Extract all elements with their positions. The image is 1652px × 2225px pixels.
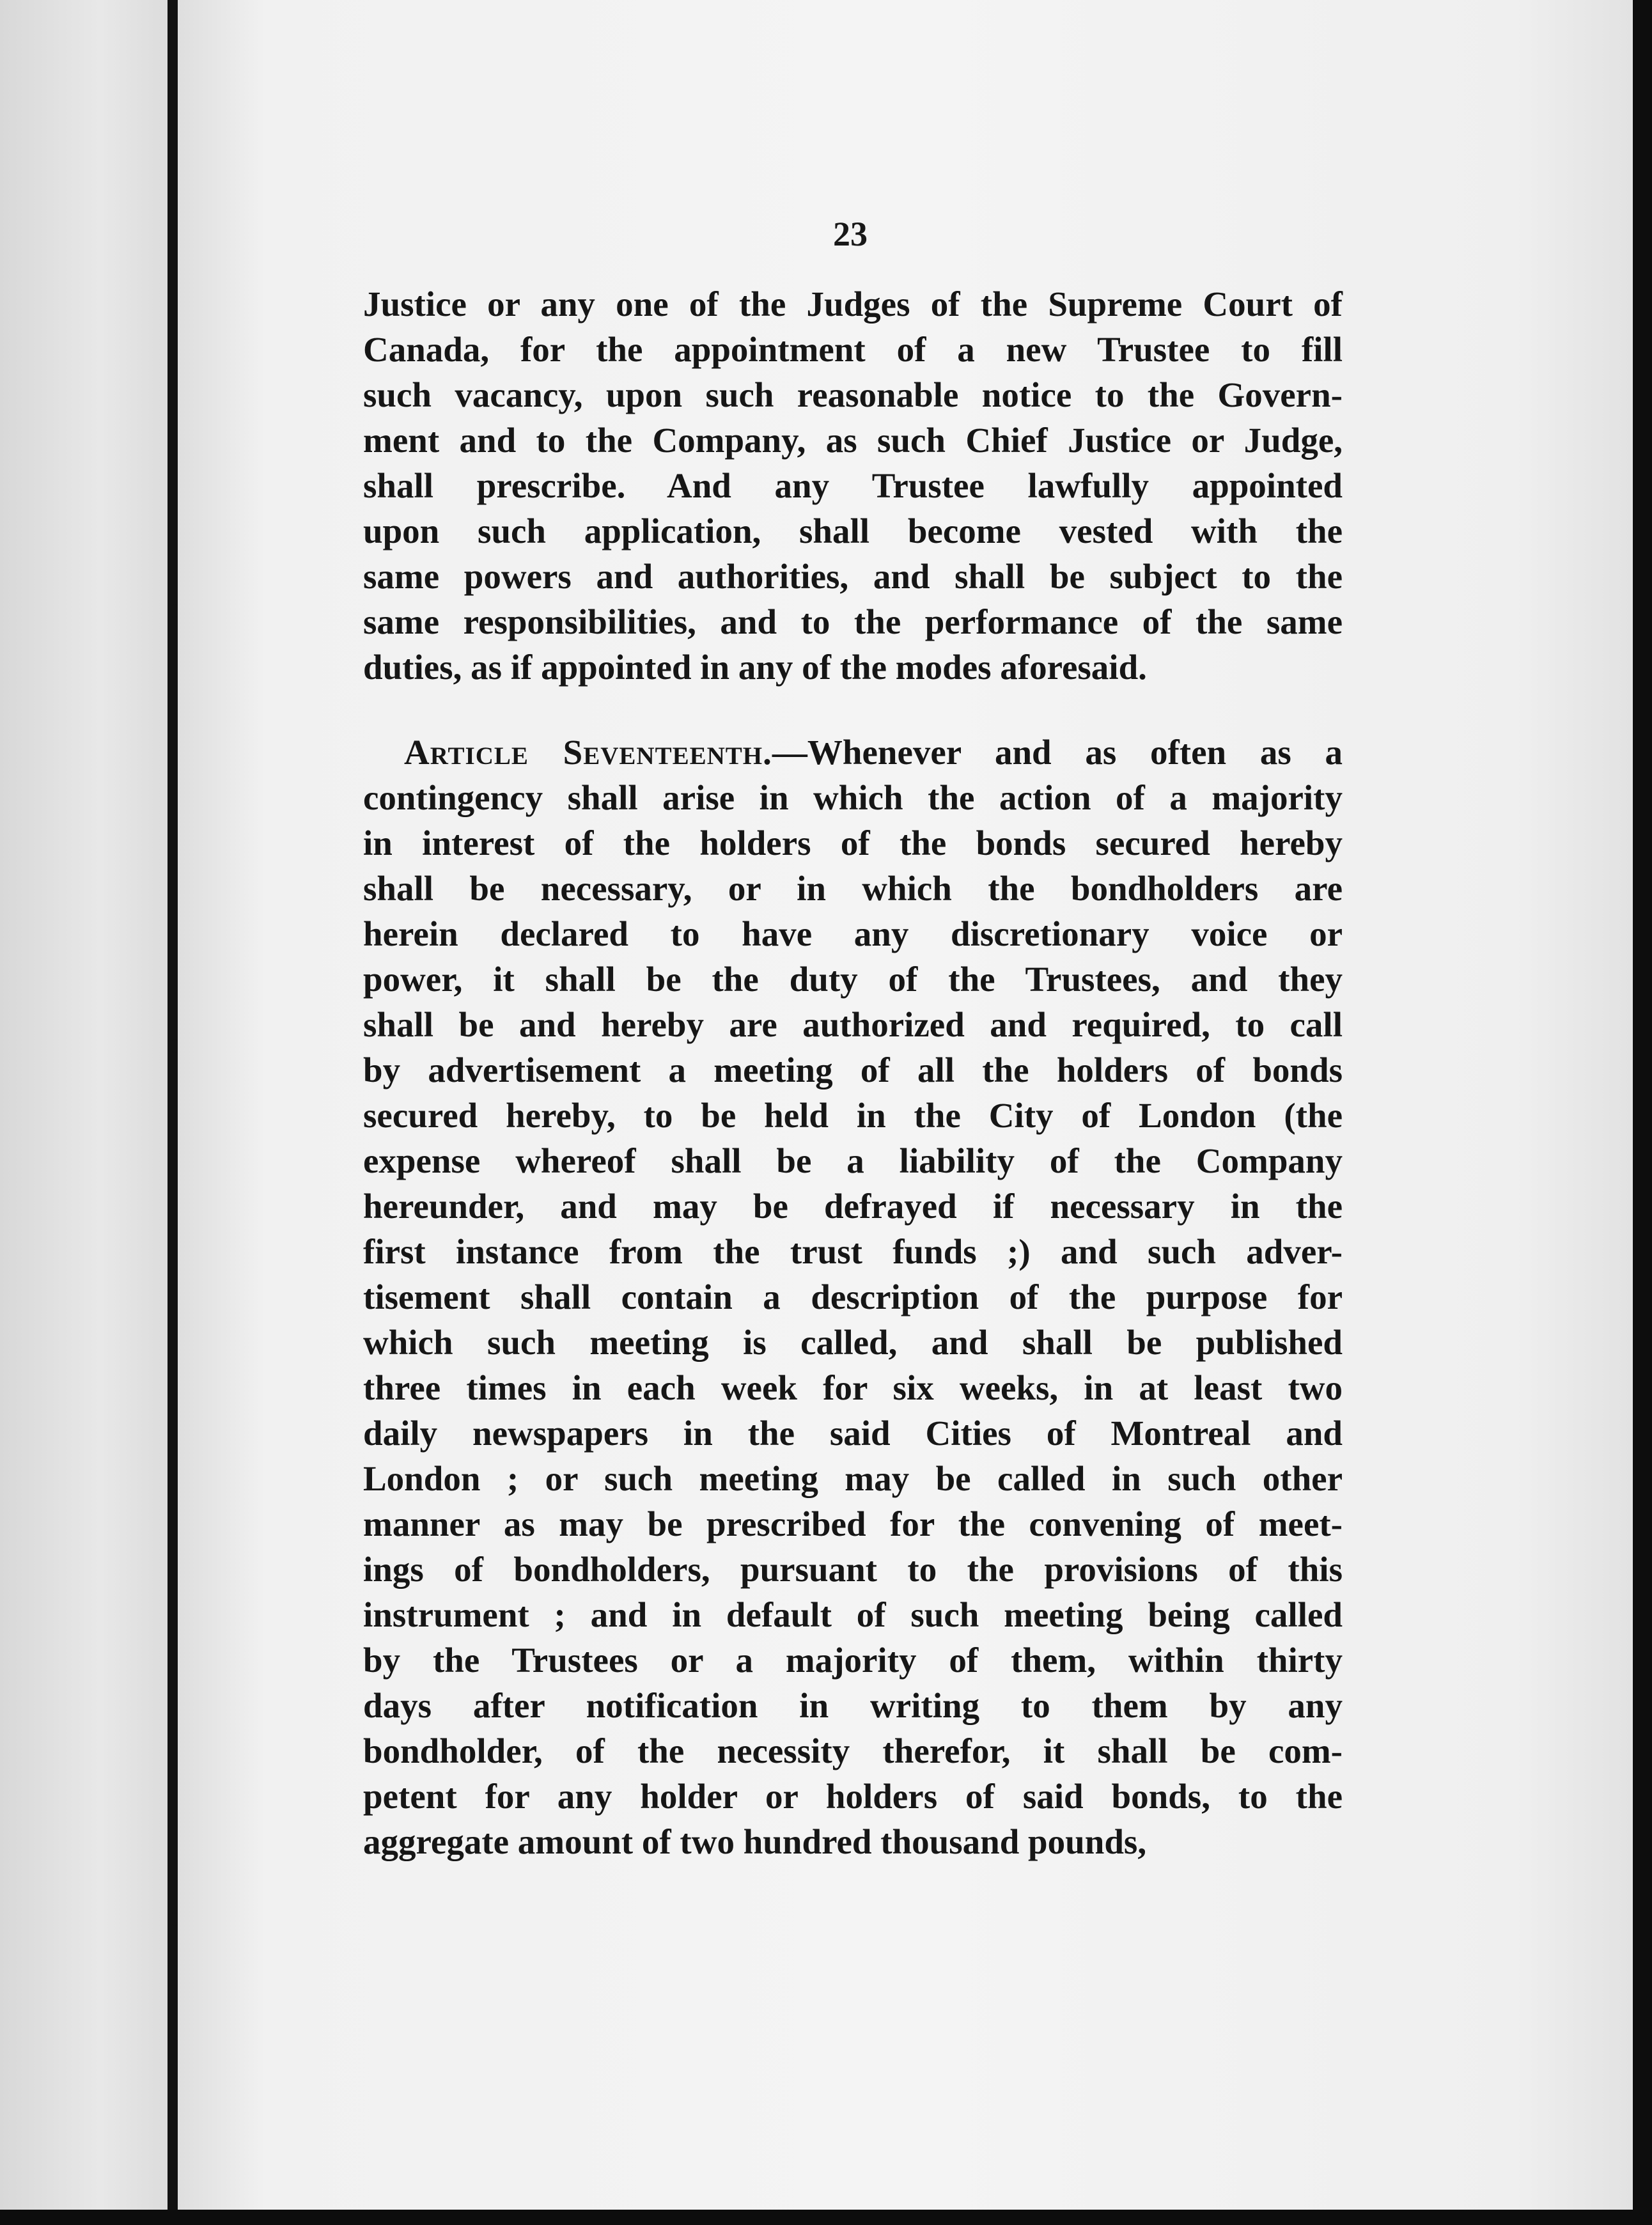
text-line: shall be necessary, or in which the bondholders are [363, 869, 1343, 908]
binding-mark [172, 1912, 177, 1926]
facing-page-edge [0, 0, 168, 2210]
text-line: by advertisement a meeting of all the holders of bonds [363, 1050, 1343, 1089]
text-line: hereunder, and may be defrayed if necessary in the [363, 1187, 1343, 1226]
text-line: power, it shall be the duty of the Trustees, and they [363, 960, 1343, 999]
text-line: London ; or such meeting may be called in such other [363, 1459, 1343, 1498]
text-line: contingency shall arise in which the action of a majority [363, 778, 1343, 817]
binding-mark [172, 1039, 177, 1053]
text-line: aggregate amount of two hundred thousand pounds, [363, 1822, 1147, 1861]
text-line: secured hereby, to be held in the City of London (the [363, 1096, 1343, 1135]
book-gutter [168, 0, 178, 2210]
text-line: tisement shall contain a description of the purpose for [363, 1277, 1343, 1316]
paragraph-continuation [363, 281, 1343, 690]
text-line: instrument ; and in default of such meeting being called [363, 1595, 1343, 1634]
text-line: by the Trustees or a majority of them, within thirty [363, 1641, 1343, 1680]
text-line: same responsibilities, and to the performance of the same [363, 602, 1343, 641]
text-line: expense whereof shall be a liability of the Company [363, 1141, 1343, 1180]
text-line: ings of bondholders, pursuant to the provisions of this [363, 1550, 1343, 1589]
text-line: Justice or any one of the Judges of the Supreme Court of [363, 285, 1343, 324]
article-first-line-text: —Whenever and as often as a [772, 733, 1343, 772]
text-line: manner as may be prescribed for the convening of meet- [363, 1504, 1343, 1543]
page-number: 23 [833, 215, 868, 253]
paragraph-spacer [363, 690, 1343, 730]
text-line: upon such application, shall become vested with the [363, 511, 1343, 550]
text-line: Canada, for the appointment of a new Trustee to fill [363, 330, 1343, 369]
text-line: same powers and authorities, and shall be subject to the [363, 557, 1343, 596]
text-line: which such meeting is called, and shall be published [363, 1323, 1343, 1362]
scan-border-bottom [0, 2210, 1652, 2225]
text-line: three times in each week for six weeks, in at least two [363, 1368, 1343, 1407]
binding-mark [172, 604, 177, 618]
text-line: herein declared to have any discretionary voice or [363, 914, 1343, 953]
text-line: shall prescribe. And any Trustee lawfully appointed [363, 466, 1343, 505]
text-line: bondholder, of the necessity therefor, it shall be com- [363, 1731, 1343, 1770]
text-line: shall be and hereby are authorized and required, to call [363, 1005, 1343, 1044]
text-line: days after notification in writing to them by any [363, 1686, 1343, 1725]
body-text [363, 281, 1343, 1864]
text-line: daily newspapers in the said Cities of Montreal and [363, 1414, 1343, 1453]
text-line: petent for any holder or holders of said bonds, to the [363, 1777, 1343, 1816]
text-line: such vacancy, upon such reasonable notice to the Govern- [363, 375, 1343, 414]
article-first-line [363, 730, 1343, 775]
text-line: duties, as if appointed in any of the modes aforesaid. [363, 648, 1147, 687]
article-heading: Article Seventeenth. [404, 733, 772, 772]
text-line: first instance from the trust funds ;) and such adver- [363, 1232, 1343, 1271]
scan-border-right [1633, 0, 1652, 2225]
text-line: in interest of the holders of the bonds secured hereby [363, 824, 1343, 863]
text-line: ment and to the Company, as such Chief Justice or Judge, [363, 421, 1343, 460]
article-seventeenth [363, 730, 1343, 1864]
